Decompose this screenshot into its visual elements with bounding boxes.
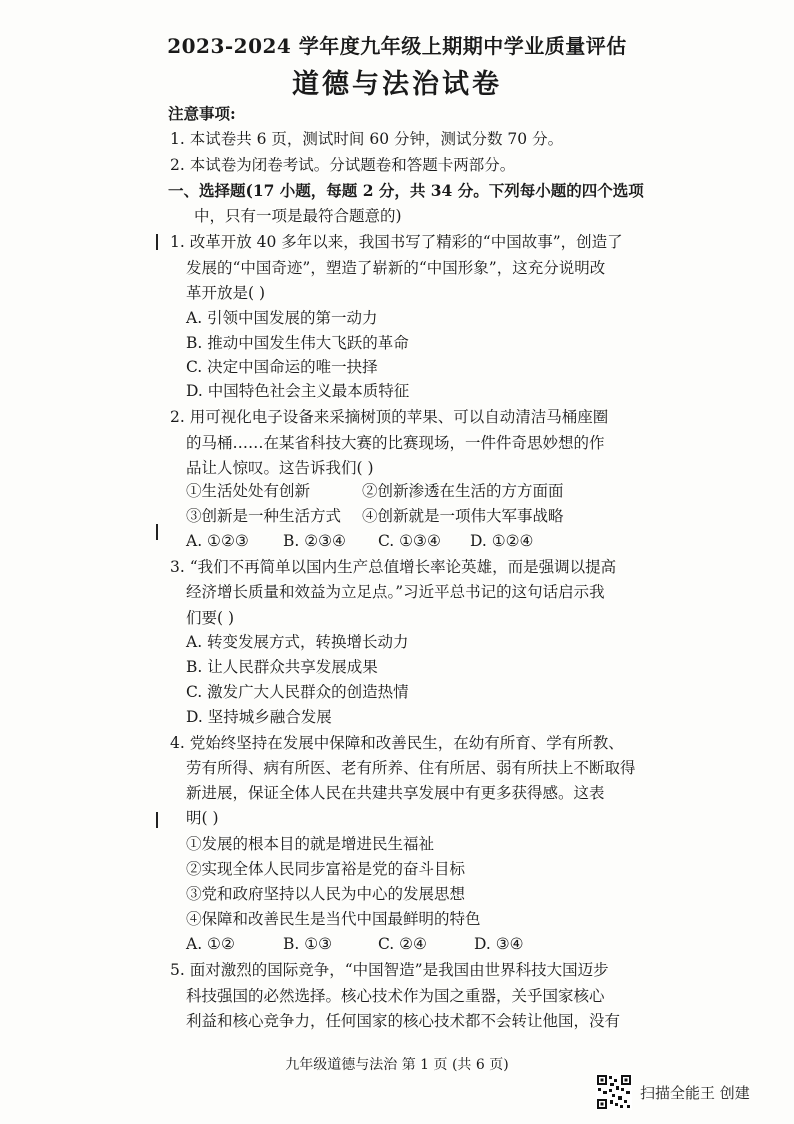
q3-stem-line-1: 3. “我们不再简单以国内生产总值增长率论英雄，而是强调以提高 (170, 558, 617, 576)
q3-option-d: D. 坚持城乡融合发展 (186, 708, 332, 726)
q4-statement-4: ④保障和改善民生是当代中国最鲜明的特色 (186, 910, 481, 928)
q1-stem-line-2: 发展的“中国奇迹”，塑造了崭新的“中国形象”，这充分说明改 (186, 259, 606, 277)
q4-stem-line-2: 劳有所得、病有所医、老有所养、住有所居、弱有所扶上不断取得 (186, 759, 636, 777)
q3-option-c: C. 激发广大人民群众的创造热情 (186, 683, 409, 701)
exam-subject-title: 道德与法治试卷 (292, 69, 502, 100)
section-heading-cont: 中，只有一项是最符合题意的) (194, 207, 402, 225)
q1-option-d: D. 中国特色社会主义最本质特征 (186, 382, 410, 400)
notice-heading: 注意事项: (168, 104, 236, 123)
q1-stem-line-1: 1. 改革开放 40 多年以来，我国书写了精彩的“中国故事”，创造了 (170, 233, 623, 251)
q4-statement-3: ③党和政府坚持以人民为中心的发展思想 (186, 885, 466, 903)
page-footer: 九年级道德与法治 第 1 页 (共 6 页) (285, 1057, 509, 1073)
scan-margin-mark (156, 234, 158, 250)
q4-choice-d: D. ③④ (474, 935, 524, 953)
notice-item-2: 2. 本试卷为闭卷考试。分试题卷和答题卡两部分。 (170, 156, 516, 174)
exam-title: 2023-2024 学年度九年级上期期中学业质量评估 (167, 34, 627, 58)
q2-stem-line-1: 2. 用可视化电子设备来采摘树顶的苹果、可以自动清洁马桶座圈 (170, 408, 609, 426)
notice-item-1: 1. 本试卷共 6 页，测试时间 60 分钟，测试分数 70 分。 (170, 130, 564, 148)
q1-option-a: A. 引领中国发展的第一动力 (186, 309, 378, 327)
q1-stem-line-3: 革开放是( ) (186, 284, 266, 302)
scanner-watermark: 扫描全能王 创建 (640, 1084, 750, 1102)
q2-choice-b: B. ②③④ (283, 532, 346, 550)
q2-choice-a: A. ①②③ (186, 532, 249, 550)
q4-stem-line-4: 明( ) (186, 809, 219, 827)
q3-stem-line-2: 经济增长质量和效益为立足点。”习近平总书记的这句话启示我 (186, 583, 605, 601)
q2-statement-1: ①生活处处有创新 (186, 482, 311, 500)
q4-choice-b: B. ①③ (283, 935, 333, 953)
q2-statement-4: ④创新就是一项伟大军事战略 (362, 507, 564, 525)
q4-statement-1: ①发展的根本目的就是增进民生福祉 (186, 835, 435, 853)
q4-choice-c: C. ②④ (378, 935, 427, 953)
scan-margin-mark (156, 524, 158, 540)
q4-statement-2: ②实现全体人民同步富裕是党的奋斗目标 (186, 860, 466, 878)
q1-option-c: C. 决定中国命运的唯一抉择 (186, 358, 378, 376)
q3-stem-line-3: 们要( ) (186, 609, 235, 627)
q5-stem-line-3: 利益和核心竞争力，任何国家的核心技术都不会转让他国，没有 (186, 1012, 621, 1030)
q2-statement-3: ③创新是一种生活方式 (186, 507, 342, 525)
q3-option-a: A. 转变发展方式，转换增长动力 (186, 633, 409, 651)
q4-stem-line-3: 新进展，保证全体人民在共建共享发展中有更多获得感。这表 (186, 784, 605, 802)
q5-stem-line-2: 科技强国的必然选择。核心技术作为国之重器，关乎国家核心 (186, 987, 605, 1005)
q2-choice-c: C. ①③④ (378, 532, 441, 550)
q4-choice-a: A. ①② (186, 935, 235, 953)
q2-statement-2: ②创新渗透在生活的方方面面 (362, 482, 564, 500)
qr-code-icon (596, 1074, 632, 1110)
q1-option-b: B. 推动中国发生伟大飞跃的革命 (186, 334, 409, 352)
scan-margin-mark (156, 812, 158, 828)
q3-option-b: B. 让人民群众共享发展成果 (186, 658, 378, 676)
q2-stem-line-3: 品让人惊叹。这告诉我们( ) (186, 459, 374, 477)
q2-choice-d: D. ①②④ (470, 532, 534, 550)
q2-stem-line-2: 的马桶……在某省科技大赛的比赛现场，一件件奇思妙想的作 (186, 434, 605, 452)
section-heading: 一、选择题(17 小题，每题 2 分，共 34 分。下列每小题的四个选项 (168, 181, 644, 200)
q5-stem-line-1: 5. 面对激烈的国际竞争，“中国智造”是我国由世界科技大国迈步 (170, 961, 609, 979)
q4-stem-line-1: 4. 党始终坚持在发展中保障和改善民生，在幼有所育、学有所教、 (170, 734, 624, 752)
